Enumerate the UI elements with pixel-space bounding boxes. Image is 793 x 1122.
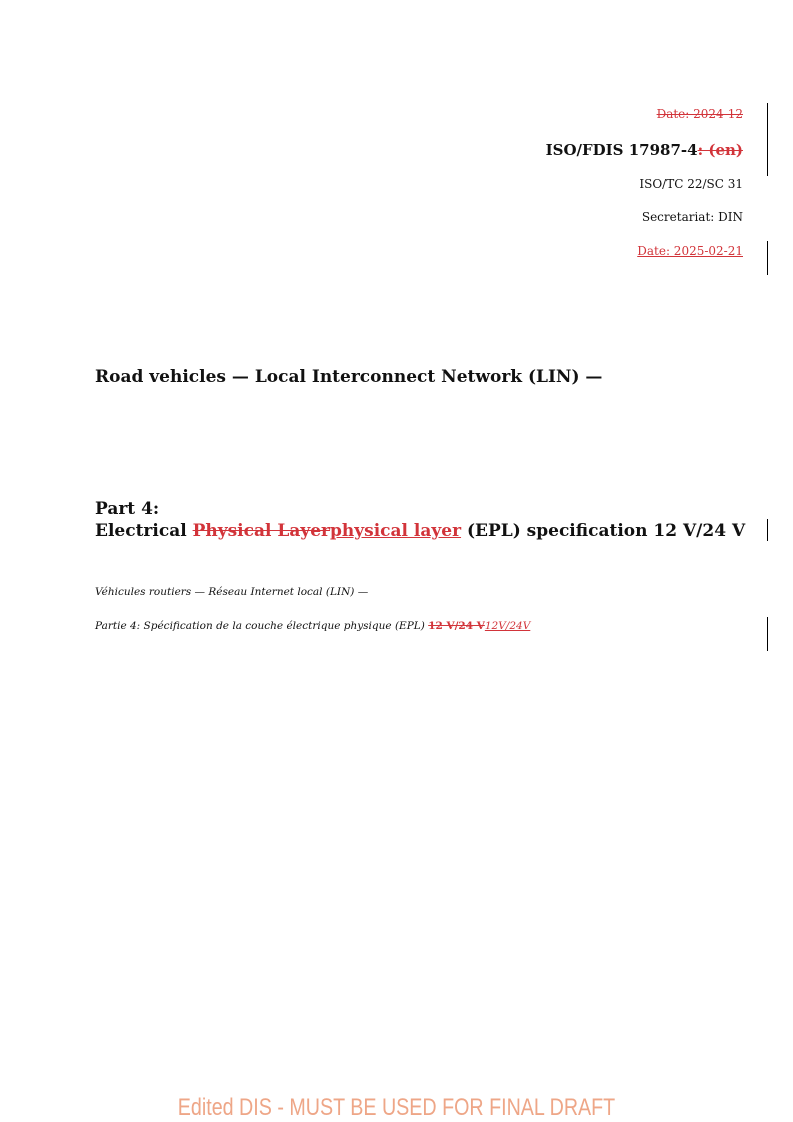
doc-number-deleted: : (en)	[697, 141, 743, 159]
date-inserted	[637, 244, 743, 258]
french-part-prefix: Partie 4: Spécification de la couche électrique physique (EPL)	[95, 620, 429, 632]
secretariat: Secretariat: DIN	[641, 210, 743, 224]
document-number	[546, 141, 743, 159]
part-title-suffix: (EPL) specification 12 V/24 V	[461, 521, 746, 541]
french-title: Véhicules routiers — Réseau Internet local (LIN) —	[95, 586, 369, 598]
part-title-prefix: Electrical	[95, 521, 193, 541]
date-deleted	[657, 107, 743, 121]
part-number: Part 4:	[95, 499, 160, 519]
doc-number-text: ISO/FDIS 17987-4	[545, 141, 698, 159]
french-part-title	[95, 620, 530, 632]
change-bar	[767, 519, 768, 541]
part-title-inserted: physical layer	[330, 521, 462, 541]
part-title-deleted: Physical Layer	[192, 521, 331, 541]
main-title: Road vehicles — Local Interconnect Network (LIN) —	[95, 367, 603, 387]
french-part-deleted: 12 V/24 V	[428, 620, 485, 632]
date-new-text: Date: 2025-02-21	[637, 244, 743, 258]
change-bar	[767, 617, 768, 651]
watermark: Edited DIS - MUST BE USED FOR FINAL DRAFT	[177, 1094, 616, 1121]
date-old-text: Date: 2024-12	[656, 107, 743, 121]
change-bar	[767, 241, 768, 275]
french-part-inserted: 12V/24V	[484, 620, 531, 632]
change-bar	[767, 103, 768, 176]
part-title	[95, 498, 755, 542]
committee-reference: ISO/TC 22/SC 31	[639, 177, 743, 191]
